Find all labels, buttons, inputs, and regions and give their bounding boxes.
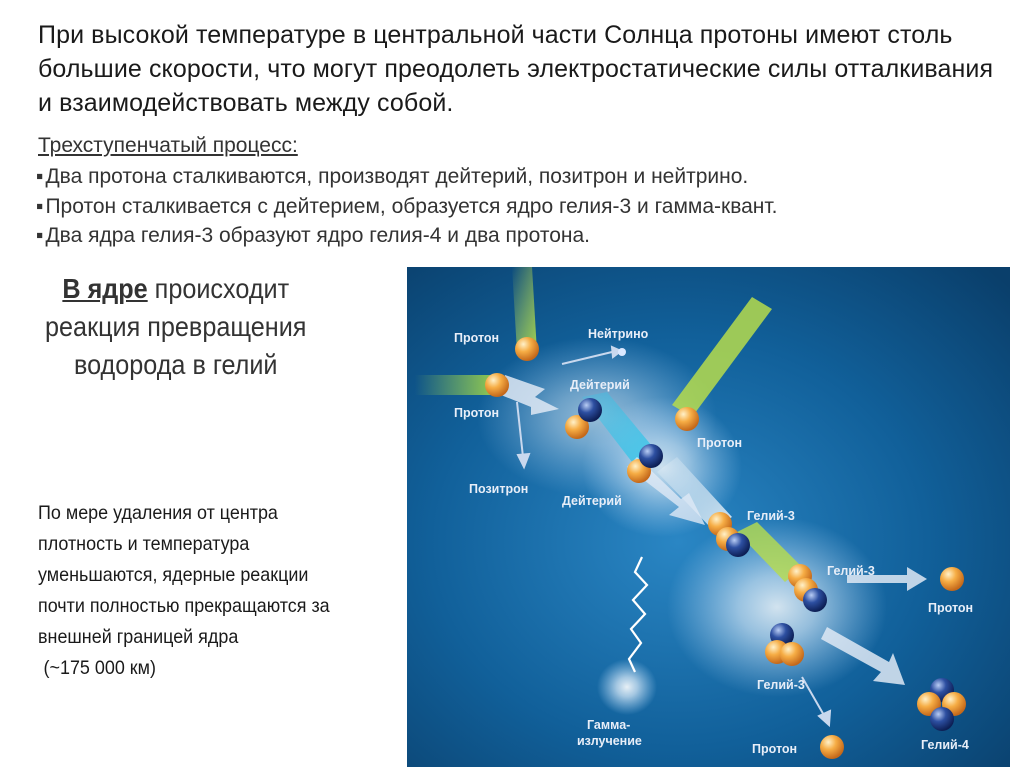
label-proton-out: Протон <box>928 601 974 615</box>
density-note <box>38 498 360 684</box>
label-positron: Позитрон <box>469 482 529 496</box>
proton-beam <box>415 375 495 395</box>
process-title: Трехступенчатый процесс: <box>38 134 298 157</box>
label-proton: Протон <box>454 331 500 345</box>
proton-particle <box>485 373 509 397</box>
intro-paragraph: При высокой температуре в центральной части Солнца протоны имеют столь большие скорости, что могут преодолеть электростатические силы отталкивания и взаимодействовать между собой. <box>38 21 994 117</box>
label-gamma: излучение <box>577 734 642 748</box>
proton-particle <box>940 567 964 591</box>
core-reaction-heading <box>25 270 327 384</box>
neutron-particle <box>578 398 602 422</box>
label-gamma: Гамма- <box>587 718 631 732</box>
label-helium4: Гелий-4 <box>921 738 969 752</box>
label-proton-out: Протон <box>752 742 798 756</box>
process-steps <box>36 162 778 251</box>
core-rest: происходит реакция превращения водорода в гелий <box>45 273 307 380</box>
neutron-particle <box>803 588 827 612</box>
label-deuterium: Дейтерий <box>570 378 630 392</box>
label-neutrino: Нейтрино <box>588 327 649 341</box>
core-emphasis: В ядре <box>62 273 148 304</box>
label-helium3: Гелий-3 <box>827 564 875 578</box>
proton-particle <box>820 735 844 759</box>
neutron-particle <box>726 533 750 557</box>
label-helium3: Гелий-3 <box>747 509 795 523</box>
gamma-glow <box>597 659 657 715</box>
process-step: ▪ Два ядра гелия-3 образуют ядро гелия-4 и два протона. <box>36 221 778 251</box>
diagram-canvas <box>407 267 1010 767</box>
neutrino-particle <box>618 348 626 356</box>
label-helium3: Гелий-3 <box>757 678 805 692</box>
neutron-particle <box>930 707 954 731</box>
proton-particle <box>675 407 699 431</box>
neutron-particle <box>639 444 663 468</box>
proton-proton-chain-diagram <box>407 267 1010 767</box>
proton-particle <box>515 337 539 361</box>
label-proton: Протон <box>697 436 743 450</box>
process-step: ▪ Два протона сталкиваются, производят дейтерий, позитрон и нейтрино. <box>36 162 778 192</box>
label-deuterium: Дейтерий <box>562 494 622 508</box>
density-text: По мере удаления от центра плотность и температура уменьшаются, ядерные реакции почти полностью прекращаются за внешней границей ядра <box>38 502 330 648</box>
process-step: ▪ Протон сталкивается с дейтерием, образуется ядро гелия-3 и гамма-квант. <box>36 192 778 222</box>
label-proton: Протон <box>454 406 500 420</box>
core-boundary-distance: (~175 000 км) <box>43 657 156 679</box>
proton-particle <box>780 642 804 666</box>
